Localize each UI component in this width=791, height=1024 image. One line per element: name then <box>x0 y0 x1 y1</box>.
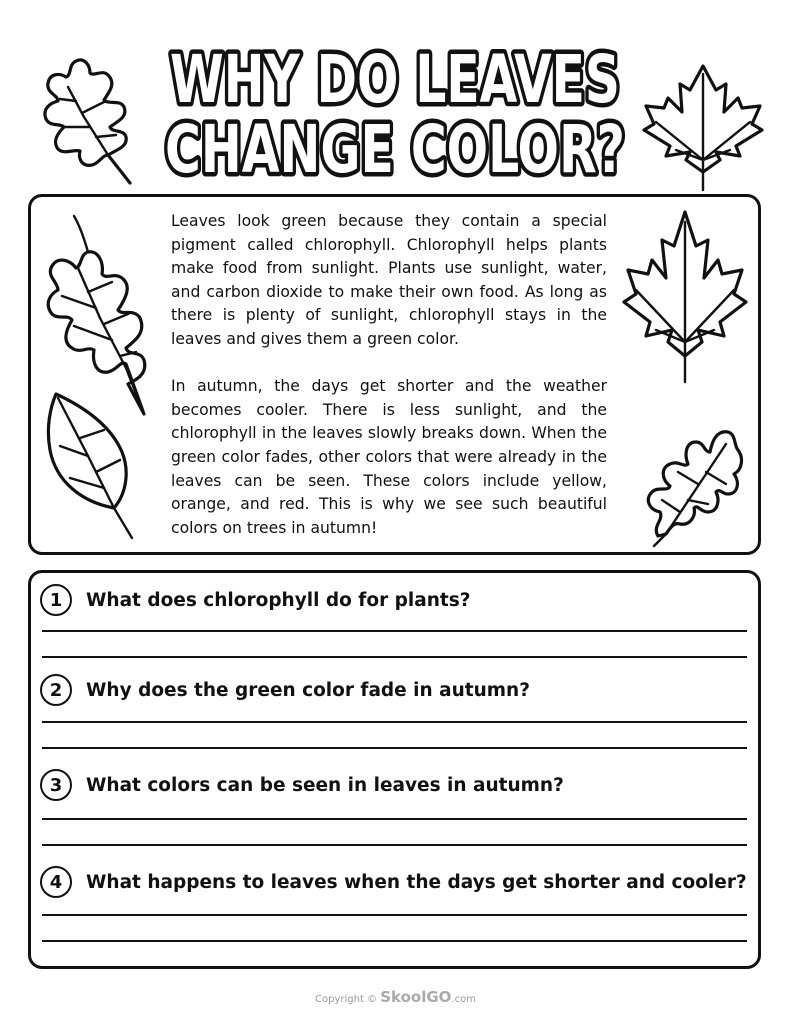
question-3 <box>40 767 564 803</box>
answer-line[interactable] <box>42 656 747 658</box>
reading-paragraph-2: In autumn, the days get shorter and the weather becomes cooler. There is less sunlight, and the chlorophyll in the leaves slowly breaks down. When the green color fades, other colors that were already in the leaves can be seen. These colors include yellow, orange, and red. This is why we see such beautiful colors on trees in autumn! <box>171 377 607 537</box>
question-number-badge: 2 <box>40 674 72 706</box>
question-number-badge: 3 <box>40 769 72 801</box>
maple-leaf-icon <box>620 206 750 384</box>
question-number-badge: 4 <box>40 866 72 898</box>
question-1 <box>40 582 470 618</box>
answer-line[interactable] <box>42 747 747 749</box>
title-line-1: WHY DO LEAVES <box>170 41 620 118</box>
brand-domain: .com <box>451 994 476 1005</box>
oak-leaf-icon <box>640 396 750 548</box>
maple-leaf-icon <box>636 60 770 192</box>
question-number-badge: 1 <box>40 584 72 616</box>
question-4 <box>40 864 747 900</box>
question-2 <box>40 672 530 708</box>
question-text: What colors can be seen in leaves in autumn? <box>86 774 564 796</box>
reading-paragraph-1: Leaves look green because they contain a special pigment called chlorophyll. Chlorophyll helps plants make food from sunlight. Plants use sunlight, water, and carbon dioxide to make their own food. As long as there is plenty of sunlight, chlorophyll stays in the leaves and gives them a green color. <box>171 212 607 348</box>
question-text: Why does the green color fade in autumn? <box>86 679 530 701</box>
copyright-text: Copyright © <box>315 994 378 1005</box>
brand-logo: SkoolGO <box>380 988 452 1006</box>
title-line-2: CHANGE COLOR? <box>165 111 625 188</box>
answer-line[interactable] <box>42 844 747 846</box>
question-text: What happens to leaves when the days get shorter and cooler? <box>86 871 747 893</box>
copyright-footer <box>0 988 791 1006</box>
answer-line[interactable] <box>42 940 747 942</box>
oak-leaf-icon <box>38 55 138 190</box>
question-text: What does chlorophyll do for plants? <box>86 589 471 611</box>
simple-leaf-icon <box>42 390 138 542</box>
answer-line[interactable] <box>42 630 747 632</box>
reading-passage <box>171 210 607 564</box>
answer-line[interactable] <box>42 914 747 916</box>
answer-line[interactable] <box>42 721 747 723</box>
oak-leaf-icon <box>40 208 158 420</box>
answer-line[interactable] <box>42 818 747 820</box>
